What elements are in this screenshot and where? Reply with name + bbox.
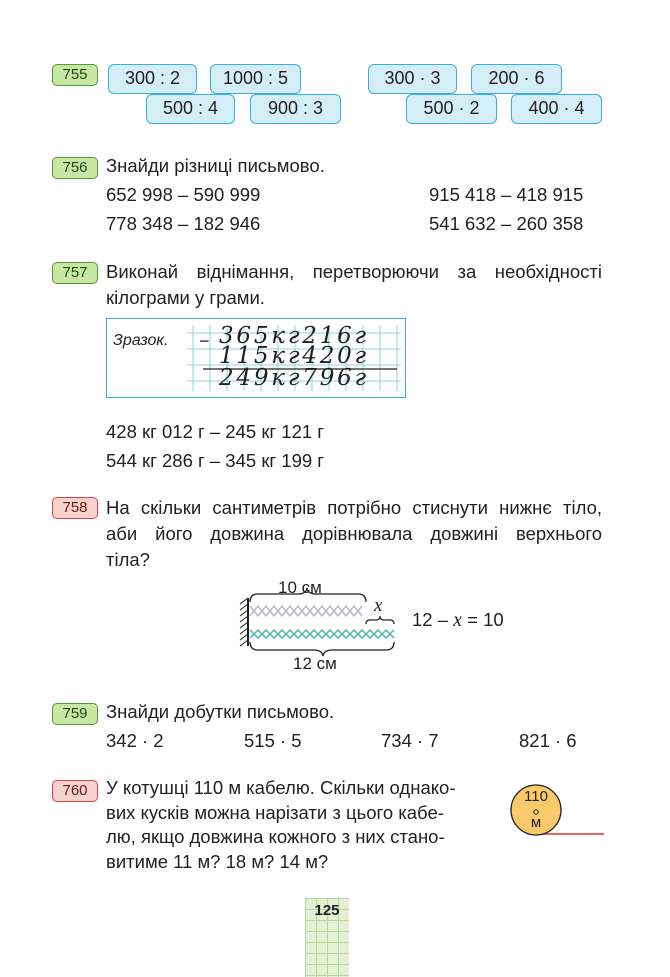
expression-pill: 1000 : 5 — [210, 64, 301, 94]
equation-left: 12 – — [412, 609, 449, 630]
exercise-756-badge: 756 — [52, 157, 98, 179]
expression-pill: 500 : 4 — [146, 94, 235, 124]
sample-minus-sign: − — [199, 331, 210, 351]
bottom-length-label: 12 см — [293, 654, 337, 673]
coil-unit: м — [530, 814, 542, 831]
exercise-758-line: аби його довжина дорівнювала довжині верхнього — [106, 523, 602, 544]
subtraction-task: 915 418 – 418 915 — [429, 184, 584, 205]
expression-pill: 300 · 3 — [368, 64, 457, 94]
exercise-758-line: На скільки сантиметрів потрібно стиснути нижнє тіло, — [106, 497, 602, 518]
exercise-760-line: вих кусків можна нарізати з цього кабе- — [106, 801, 444, 823]
page-number-tab — [305, 898, 349, 977]
x-brace — [366, 616, 394, 624]
exercise-756-title: Знайди різниці письмово. — [106, 155, 325, 176]
expression-pill: 400 · 4 — [511, 94, 602, 124]
bottom-spring — [250, 630, 394, 638]
exercise-760-badge: 760 — [52, 780, 98, 802]
exercise-757-text — [106, 259, 602, 311]
subtraction-task: 541 632 – 260 358 — [429, 213, 584, 234]
exercise-760-line: лю, якщо довжина кожного з них стано- — [106, 826, 445, 847]
top-length-label: 10 см — [278, 578, 322, 597]
expression-pill: 300 : 2 — [108, 64, 197, 94]
x-label: x — [374, 595, 383, 616]
exercise-757-line: кілограми у грами. — [106, 287, 265, 308]
sample-row: 115кг420г — [219, 343, 369, 369]
multiplication-task: 734 · 7 — [381, 730, 439, 751]
mass-subtraction-task: 544 кг 286 г – 345 кг 199 г — [106, 450, 325, 471]
expression-pill: 200 · 6 — [471, 64, 562, 94]
exercise-758-line: тіла? — [106, 549, 150, 570]
sample-row: 249кг796г — [219, 365, 369, 391]
exercise-759-badge: 759 — [52, 703, 98, 725]
subtraction-task: 778 348 – 182 946 — [106, 213, 261, 234]
sample-box — [106, 318, 406, 398]
equation — [412, 609, 504, 632]
exercise-760-line: У котушці 110 м кабелю. Скільки однако- — [106, 777, 456, 798]
sample-label: Зразок. — [113, 332, 169, 349]
sample-row: 365кг216г — [219, 323, 369, 349]
multiplication-task: 515 · 5 — [244, 730, 302, 751]
expression-pill: 500 · 2 — [406, 94, 497, 124]
expression-pill: 900 : 3 — [250, 94, 341, 124]
multiplication-task: 821 · 6 — [519, 730, 577, 751]
equation-right: = 10 — [467, 609, 504, 630]
subtraction-task: 652 998 – 590 999 — [106, 184, 261, 205]
multiplication-task: 342 · 2 — [106, 730, 164, 751]
exercise-760-text — [106, 776, 456, 874]
exercise-759-title: Знайди добутки письмово. — [106, 701, 335, 722]
exercise-757-badge: 757 — [52, 262, 98, 284]
exercise-758-badge: 758 — [52, 497, 98, 519]
exercise-760-line: витиме 11 м? 18 м? 14 м? — [106, 850, 329, 872]
exercise-758-text — [106, 495, 602, 573]
page-number: 125 — [314, 902, 340, 919]
exercise-755-badge: 755 — [52, 64, 98, 86]
mass-subtraction-task: 428 кг 012 г – 245 кг 121 г — [106, 421, 325, 442]
exercise-757-line: Виконай віднімання, перетворюючи за необхідності — [106, 261, 602, 282]
equation-variable: x — [453, 609, 463, 631]
coil-length: 110 — [524, 788, 548, 805]
